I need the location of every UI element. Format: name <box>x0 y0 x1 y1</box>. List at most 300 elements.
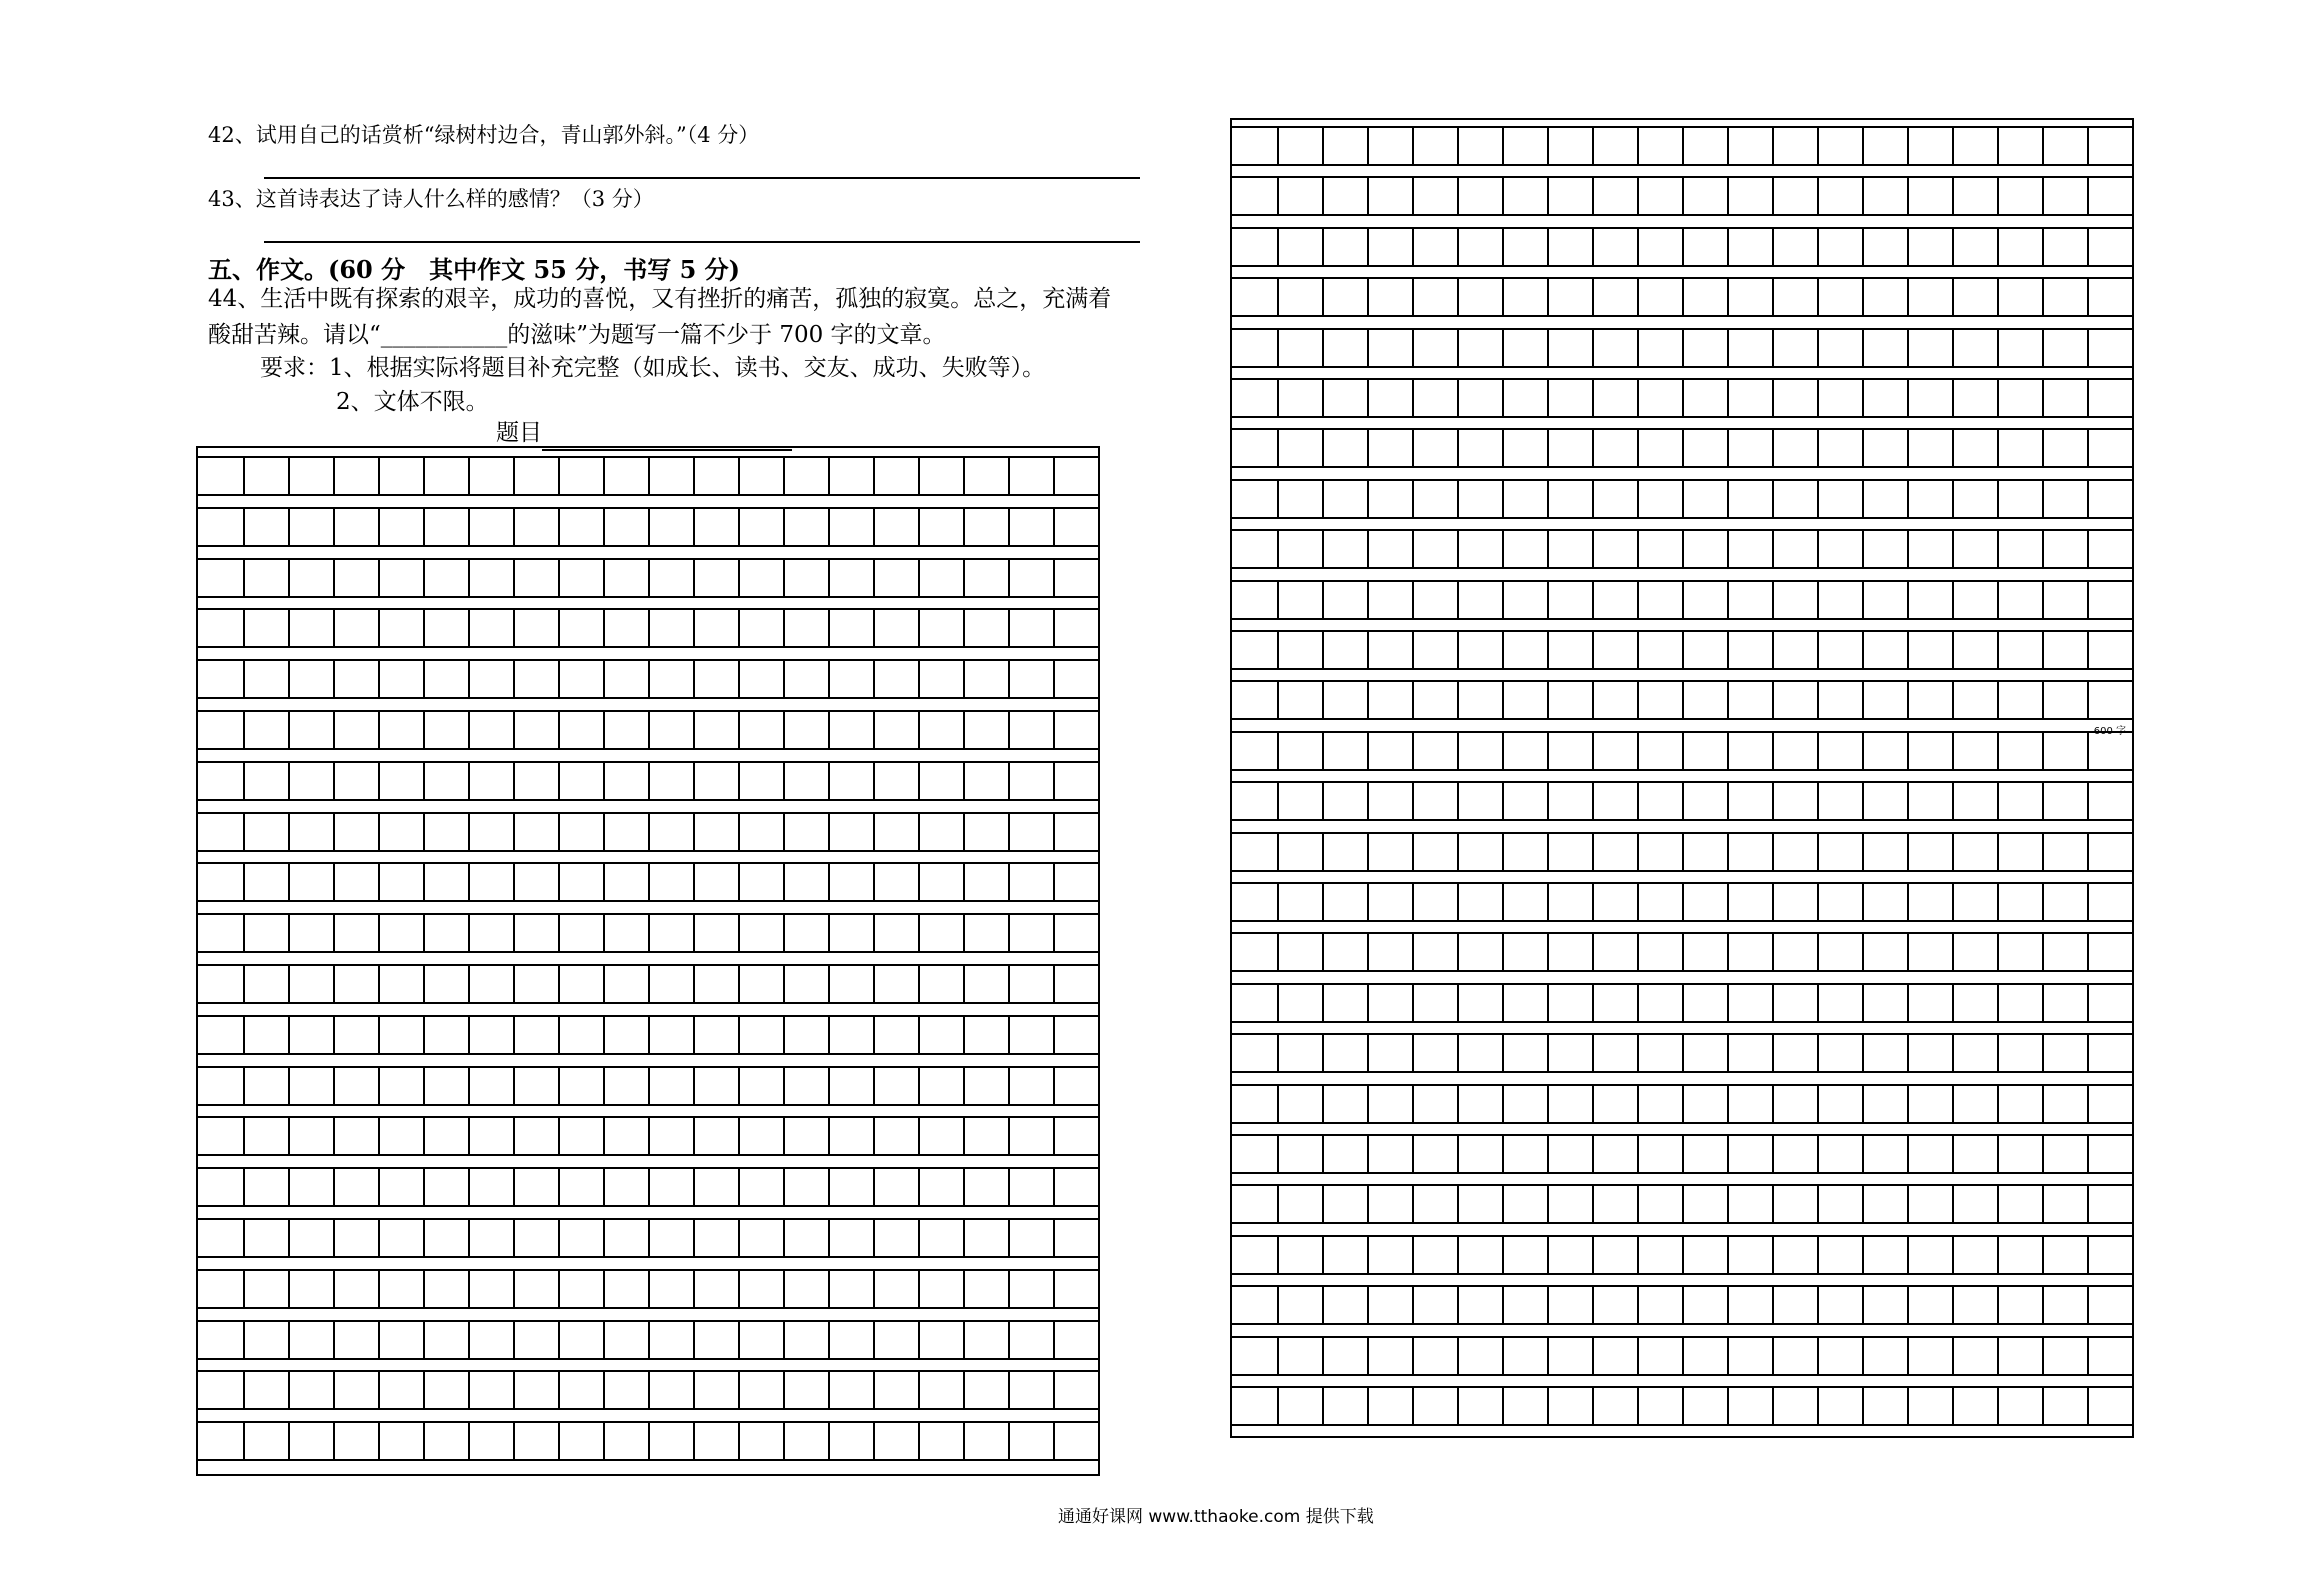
cell-divider <box>1502 1086 1504 1122</box>
cell-divider <box>378 966 380 1002</box>
grid-row[interactable] <box>1232 731 2132 771</box>
cell-divider <box>1547 178 1549 214</box>
cell-divider <box>288 1322 290 1358</box>
cell-divider <box>603 1169 605 1205</box>
cell-divider <box>1682 1388 1684 1424</box>
cell-divider <box>1952 1388 1954 1424</box>
cell-divider <box>828 610 830 646</box>
cell-divider <box>1592 1086 1594 1122</box>
cell-divider <box>693 1423 695 1459</box>
cell-divider <box>1592 1338 1594 1374</box>
cell-divider <box>783 966 785 1002</box>
cell-divider <box>1817 380 1819 416</box>
cell-divider <box>2042 1086 2044 1122</box>
cell-divider <box>1907 1287 1909 1323</box>
grid-row[interactable] <box>1232 832 2132 872</box>
cell-divider <box>828 1220 830 1256</box>
cell-divider <box>1008 1271 1010 1307</box>
cell-divider <box>1008 864 1010 900</box>
cell-divider <box>918 1068 920 1104</box>
cell-divider <box>693 1220 695 1256</box>
cell-divider <box>333 610 335 646</box>
cell-divider <box>1412 178 1414 214</box>
grid-row[interactable] <box>1232 529 2132 569</box>
cell-divider <box>1008 1220 1010 1256</box>
grid-row[interactable] <box>198 964 1098 1004</box>
cell-divider <box>1997 430 1999 466</box>
cell-divider <box>1457 1388 1459 1424</box>
cell-divider <box>738 1220 740 1256</box>
grid-row[interactable] <box>1232 328 2132 368</box>
cell-divider <box>558 915 560 951</box>
cell-divider <box>1008 661 1010 697</box>
cell-divider <box>1907 632 1909 668</box>
cell-divider <box>1592 531 1594 567</box>
cell-divider <box>1997 229 1999 265</box>
cell-divider <box>2042 430 2044 466</box>
prompt-line-1: 44、生活中既有探索的艰辛，成功的喜悦，又有挫折的痛苦，孤独的寂寞。总之，充满着 <box>208 286 1112 312</box>
grid-row[interactable] <box>1232 227 2132 267</box>
cell-divider <box>1412 430 1414 466</box>
cell-divider <box>1412 934 1414 970</box>
cell-divider <box>558 1372 560 1408</box>
writing-grid-right[interactable] <box>1230 118 2134 1438</box>
grid-row[interactable] <box>198 1066 1098 1106</box>
cell-divider <box>1772 481 1774 517</box>
grid-row[interactable] <box>1232 932 2132 972</box>
cell-divider <box>1952 1237 1954 1273</box>
cell-divider <box>1008 1118 1010 1154</box>
cell-divider <box>1008 1169 1010 1205</box>
cell-divider <box>1547 1186 1549 1222</box>
cell-divider <box>2087 1388 2089 1424</box>
cell-divider <box>558 1423 560 1459</box>
cell-divider <box>1727 884 1729 920</box>
cell-divider <box>1952 380 1954 416</box>
grid-row[interactable] <box>1232 1285 2132 1325</box>
cell-divider <box>873 1322 875 1358</box>
grid-row[interactable] <box>198 507 1098 547</box>
cell-divider <box>1053 1068 1055 1104</box>
grid-row[interactable] <box>198 558 1098 598</box>
cell-divider <box>1997 1287 1999 1323</box>
grid-row[interactable] <box>1232 1084 2132 1124</box>
grid-row[interactable] <box>198 608 1098 648</box>
grid-row[interactable] <box>1232 630 2132 670</box>
cell-divider <box>378 1322 380 1358</box>
cell-divider <box>288 610 290 646</box>
grid-row[interactable] <box>198 1116 1098 1156</box>
cell-divider <box>423 1322 425 1358</box>
cell-divider <box>828 1372 830 1408</box>
cell-divider <box>1322 582 1324 618</box>
cell-divider <box>2087 1136 2089 1172</box>
cell-divider <box>828 1271 830 1307</box>
cell-divider <box>1412 1136 1414 1172</box>
cell-divider <box>1637 330 1639 366</box>
cell-divider <box>1053 661 1055 697</box>
cell-divider <box>1322 229 1324 265</box>
cell-divider <box>1592 632 1594 668</box>
cell-divider <box>1952 279 1954 315</box>
grid-row[interactable] <box>198 761 1098 801</box>
grid-row[interactable] <box>198 456 1098 496</box>
cell-divider <box>2042 582 2044 618</box>
cell-divider <box>1322 632 1324 668</box>
cell-divider <box>738 458 740 494</box>
cell-divider <box>1502 783 1504 819</box>
grid-row[interactable] <box>1232 882 2132 922</box>
cell-divider <box>963 610 965 646</box>
cell-divider <box>288 1423 290 1459</box>
cell-divider <box>1592 1237 1594 1273</box>
cell-divider <box>1862 178 1864 214</box>
cell-divider <box>693 1271 695 1307</box>
cell-divider <box>1952 682 1954 718</box>
cell-divider <box>1727 531 1729 567</box>
cell-divider <box>1412 1237 1414 1273</box>
cell-divider <box>1637 884 1639 920</box>
cell-divider <box>2087 985 2089 1021</box>
cell-divider <box>873 1118 875 1154</box>
cell-divider <box>963 1271 965 1307</box>
cell-divider <box>828 712 830 748</box>
grid-row[interactable] <box>198 1269 1098 1309</box>
cell-divider <box>1053 1271 1055 1307</box>
cell-divider <box>648 814 650 850</box>
cell-divider <box>1862 1086 1864 1122</box>
cell-divider <box>1727 380 1729 416</box>
cell-divider <box>1772 229 1774 265</box>
cell-divider <box>1592 128 1594 164</box>
grid-row[interactable] <box>1232 176 2132 216</box>
cell-divider <box>828 1017 830 1053</box>
cell-divider <box>1682 128 1684 164</box>
cell-divider <box>648 509 650 545</box>
cell-divider <box>828 1322 830 1358</box>
grid-row[interactable] <box>198 812 1098 852</box>
cell-divider <box>333 966 335 1002</box>
cell-divider <box>1053 458 1055 494</box>
cell-divider <box>333 763 335 799</box>
grid-row[interactable] <box>198 1320 1098 1360</box>
cell-divider <box>1772 733 1774 769</box>
grid-row[interactable] <box>1232 1386 2132 1426</box>
cell-divider <box>1907 884 1909 920</box>
cell-divider <box>1907 934 1909 970</box>
grid-row[interactable] <box>1232 1184 2132 1224</box>
cell-divider <box>1907 1086 1909 1122</box>
cell-divider <box>1592 330 1594 366</box>
cell-divider <box>243 864 245 900</box>
grid-row[interactable] <box>1232 580 2132 620</box>
cell-divider <box>468 1372 470 1408</box>
cell-divider <box>468 1068 470 1104</box>
cell-divider <box>1817 330 1819 366</box>
cell-divider <box>1367 1186 1369 1222</box>
cell-divider <box>2087 430 2089 466</box>
cell-divider <box>648 1372 650 1408</box>
cell-divider <box>1457 1338 1459 1374</box>
grid-row[interactable] <box>198 1218 1098 1258</box>
cell-divider <box>1277 128 1279 164</box>
cell-divider <box>1592 783 1594 819</box>
cell-divider <box>1952 330 1954 366</box>
cell-divider <box>963 1220 965 1256</box>
cell-divider <box>1907 330 1909 366</box>
cell-divider <box>1862 380 1864 416</box>
grid-row[interactable] <box>198 710 1098 750</box>
cell-divider <box>1412 1186 1414 1222</box>
cell-divider <box>873 966 875 1002</box>
cell-divider <box>918 1322 920 1358</box>
cell-divider <box>1053 610 1055 646</box>
grid-row[interactable] <box>198 1167 1098 1207</box>
cell-divider <box>558 712 560 748</box>
cell-divider <box>558 966 560 1002</box>
cell-divider <box>963 661 965 697</box>
cell-divider <box>1457 481 1459 517</box>
cell-divider <box>1502 834 1504 870</box>
cell-divider <box>1277 783 1279 819</box>
cell-divider <box>1457 178 1459 214</box>
cell-divider <box>1277 985 1279 1021</box>
cell-divider <box>243 1423 245 1459</box>
cell-divider <box>1322 430 1324 466</box>
cell-divider <box>1637 783 1639 819</box>
cell-divider <box>513 1322 515 1358</box>
cell-divider <box>468 763 470 799</box>
cell-divider <box>2087 632 2089 668</box>
cell-divider <box>1412 481 1414 517</box>
cell-divider <box>1547 330 1549 366</box>
cell-divider <box>873 1423 875 1459</box>
cell-divider <box>1997 1338 1999 1374</box>
grid-row[interactable] <box>1232 1033 2132 1073</box>
cell-divider <box>693 864 695 900</box>
cell-divider <box>1637 582 1639 618</box>
cell-divider <box>1277 632 1279 668</box>
cell-divider <box>963 1017 965 1053</box>
cell-divider <box>2087 279 2089 315</box>
cell-divider <box>783 610 785 646</box>
cell-divider <box>603 610 605 646</box>
cell-divider <box>918 966 920 1002</box>
cell-divider <box>603 661 605 697</box>
cell-divider <box>243 458 245 494</box>
cell-divider <box>558 864 560 900</box>
grid-row[interactable] <box>198 1421 1098 1461</box>
cell-divider <box>1053 1423 1055 1459</box>
cell-divider <box>423 1271 425 1307</box>
cell-divider <box>693 915 695 951</box>
cell-divider <box>783 509 785 545</box>
cell-divider <box>1502 1338 1504 1374</box>
cell-divider <box>2087 481 2089 517</box>
cell-divider <box>2042 481 2044 517</box>
cell-divider <box>693 610 695 646</box>
cell-divider <box>1682 884 1684 920</box>
cell-divider <box>1997 582 1999 618</box>
grid-row[interactable] <box>1232 1336 2132 1376</box>
cell-divider <box>1412 783 1414 819</box>
cell-divider <box>1457 1086 1459 1122</box>
cell-divider <box>1952 884 1954 920</box>
cell-divider <box>558 458 560 494</box>
cell-divider <box>1502 632 1504 668</box>
grid-row[interactable] <box>1232 378 2132 418</box>
cell-divider <box>243 966 245 1002</box>
cell-divider <box>1952 178 1954 214</box>
cell-divider <box>1367 582 1369 618</box>
cell-divider <box>1682 632 1684 668</box>
cell-divider <box>1008 915 1010 951</box>
cell-divider <box>1277 582 1279 618</box>
cell-divider <box>1952 783 1954 819</box>
cell-divider <box>1727 1086 1729 1122</box>
cell-divider <box>918 1220 920 1256</box>
cell-divider <box>1952 1186 1954 1222</box>
cell-divider <box>1457 934 1459 970</box>
cell-divider <box>738 712 740 748</box>
grid-row[interactable] <box>198 1370 1098 1410</box>
grid-row[interactable] <box>198 913 1098 953</box>
cell-divider <box>1862 682 1864 718</box>
cell-divider <box>1772 1035 1774 1071</box>
grid-row[interactable] <box>198 659 1098 699</box>
cell-divider <box>1907 1388 1909 1424</box>
cell-divider <box>1952 934 1954 970</box>
grid-row[interactable] <box>198 862 1098 902</box>
cell-divider <box>1592 834 1594 870</box>
cell-divider <box>243 1118 245 1154</box>
cell-divider <box>1322 1186 1324 1222</box>
cell-divider <box>1277 733 1279 769</box>
cell-divider <box>1907 834 1909 870</box>
cell-divider <box>648 915 650 951</box>
cell-divider <box>1502 531 1504 567</box>
grid-row[interactable] <box>1232 277 2132 317</box>
cell-divider <box>1277 229 1279 265</box>
cell-divider <box>1727 582 1729 618</box>
grid-row[interactable] <box>1232 428 2132 468</box>
cell-divider <box>963 864 965 900</box>
cell-divider <box>1008 1372 1010 1408</box>
cell-divider <box>1637 934 1639 970</box>
cell-divider <box>1367 430 1369 466</box>
cell-divider <box>1952 582 1954 618</box>
grid-row[interactable] <box>1232 680 2132 720</box>
cell-divider <box>2042 985 2044 1021</box>
cell-divider <box>1637 430 1639 466</box>
cell-divider <box>1457 884 1459 920</box>
grid-row[interactable] <box>198 1015 1098 1055</box>
cell-divider <box>918 1372 920 1408</box>
cell-divider <box>1727 834 1729 870</box>
cell-divider <box>243 661 245 697</box>
grid-row[interactable] <box>1232 1134 2132 1174</box>
cell-divider <box>2042 279 2044 315</box>
cell-divider <box>1907 1338 1909 1374</box>
cell-divider <box>873 1372 875 1408</box>
cell-divider <box>1592 1388 1594 1424</box>
cell-divider <box>1862 582 1864 618</box>
cell-divider <box>513 1372 515 1408</box>
cell-divider <box>1682 1237 1684 1273</box>
cell-divider <box>2087 380 2089 416</box>
cell-divider <box>513 915 515 951</box>
cell-divider <box>1817 1338 1819 1374</box>
grid-row[interactable] <box>1232 126 2132 166</box>
cell-divider <box>1277 1287 1279 1323</box>
cell-divider <box>1862 733 1864 769</box>
cell-divider <box>1682 1086 1684 1122</box>
cell-divider <box>1457 531 1459 567</box>
cell-divider <box>1412 1338 1414 1374</box>
cell-divider <box>1277 279 1279 315</box>
cell-divider <box>828 864 830 900</box>
cell-divider <box>1053 1372 1055 1408</box>
writing-grid-left[interactable] <box>196 446 1100 1476</box>
cell-divider <box>2042 229 2044 265</box>
cell-divider <box>1367 1287 1369 1323</box>
cell-divider <box>1907 229 1909 265</box>
cell-divider <box>873 712 875 748</box>
cell-divider <box>288 1068 290 1104</box>
cell-divider <box>1727 632 1729 668</box>
cell-divider <box>963 1068 965 1104</box>
cell-divider <box>1502 128 1504 164</box>
cell-divider <box>1817 934 1819 970</box>
cell-divider <box>1727 178 1729 214</box>
cell-divider <box>648 458 650 494</box>
cell-divider <box>1907 481 1909 517</box>
cell-divider <box>1547 884 1549 920</box>
cell-divider <box>1502 229 1504 265</box>
cell-divider <box>1727 1388 1729 1424</box>
cell-divider <box>1367 934 1369 970</box>
cell-divider <box>1457 380 1459 416</box>
cell-divider <box>648 1017 650 1053</box>
cell-divider <box>783 915 785 951</box>
cell-divider <box>1817 229 1819 265</box>
section-heading: 五、作文。(60 分 其中作文 55 分，书写 5 分) <box>208 255 740 284</box>
cell-divider <box>648 1068 650 1104</box>
cell-divider <box>1322 934 1324 970</box>
cell-divider <box>1637 1237 1639 1273</box>
cell-divider <box>1277 1035 1279 1071</box>
cell-divider <box>1907 1237 1909 1273</box>
cell-divider <box>1862 884 1864 920</box>
cell-divider <box>2042 884 2044 920</box>
cell-divider <box>648 1169 650 1205</box>
cell-divider <box>1592 178 1594 214</box>
cell-divider <box>288 458 290 494</box>
grid-row[interactable] <box>1232 479 2132 519</box>
cell-divider <box>1772 1287 1774 1323</box>
grid-row[interactable] <box>1232 983 2132 1023</box>
cell-divider <box>243 509 245 545</box>
cell-divider <box>333 1169 335 1205</box>
cell-divider <box>1502 682 1504 718</box>
grid-row[interactable] <box>1232 781 2132 821</box>
cell-divider <box>738 1068 740 1104</box>
grid-row[interactable] <box>1232 1235 2132 1275</box>
cell-divider <box>1997 783 1999 819</box>
cell-divider <box>1862 1136 1864 1172</box>
cell-divider <box>1547 985 1549 1021</box>
cell-divider <box>1053 712 1055 748</box>
